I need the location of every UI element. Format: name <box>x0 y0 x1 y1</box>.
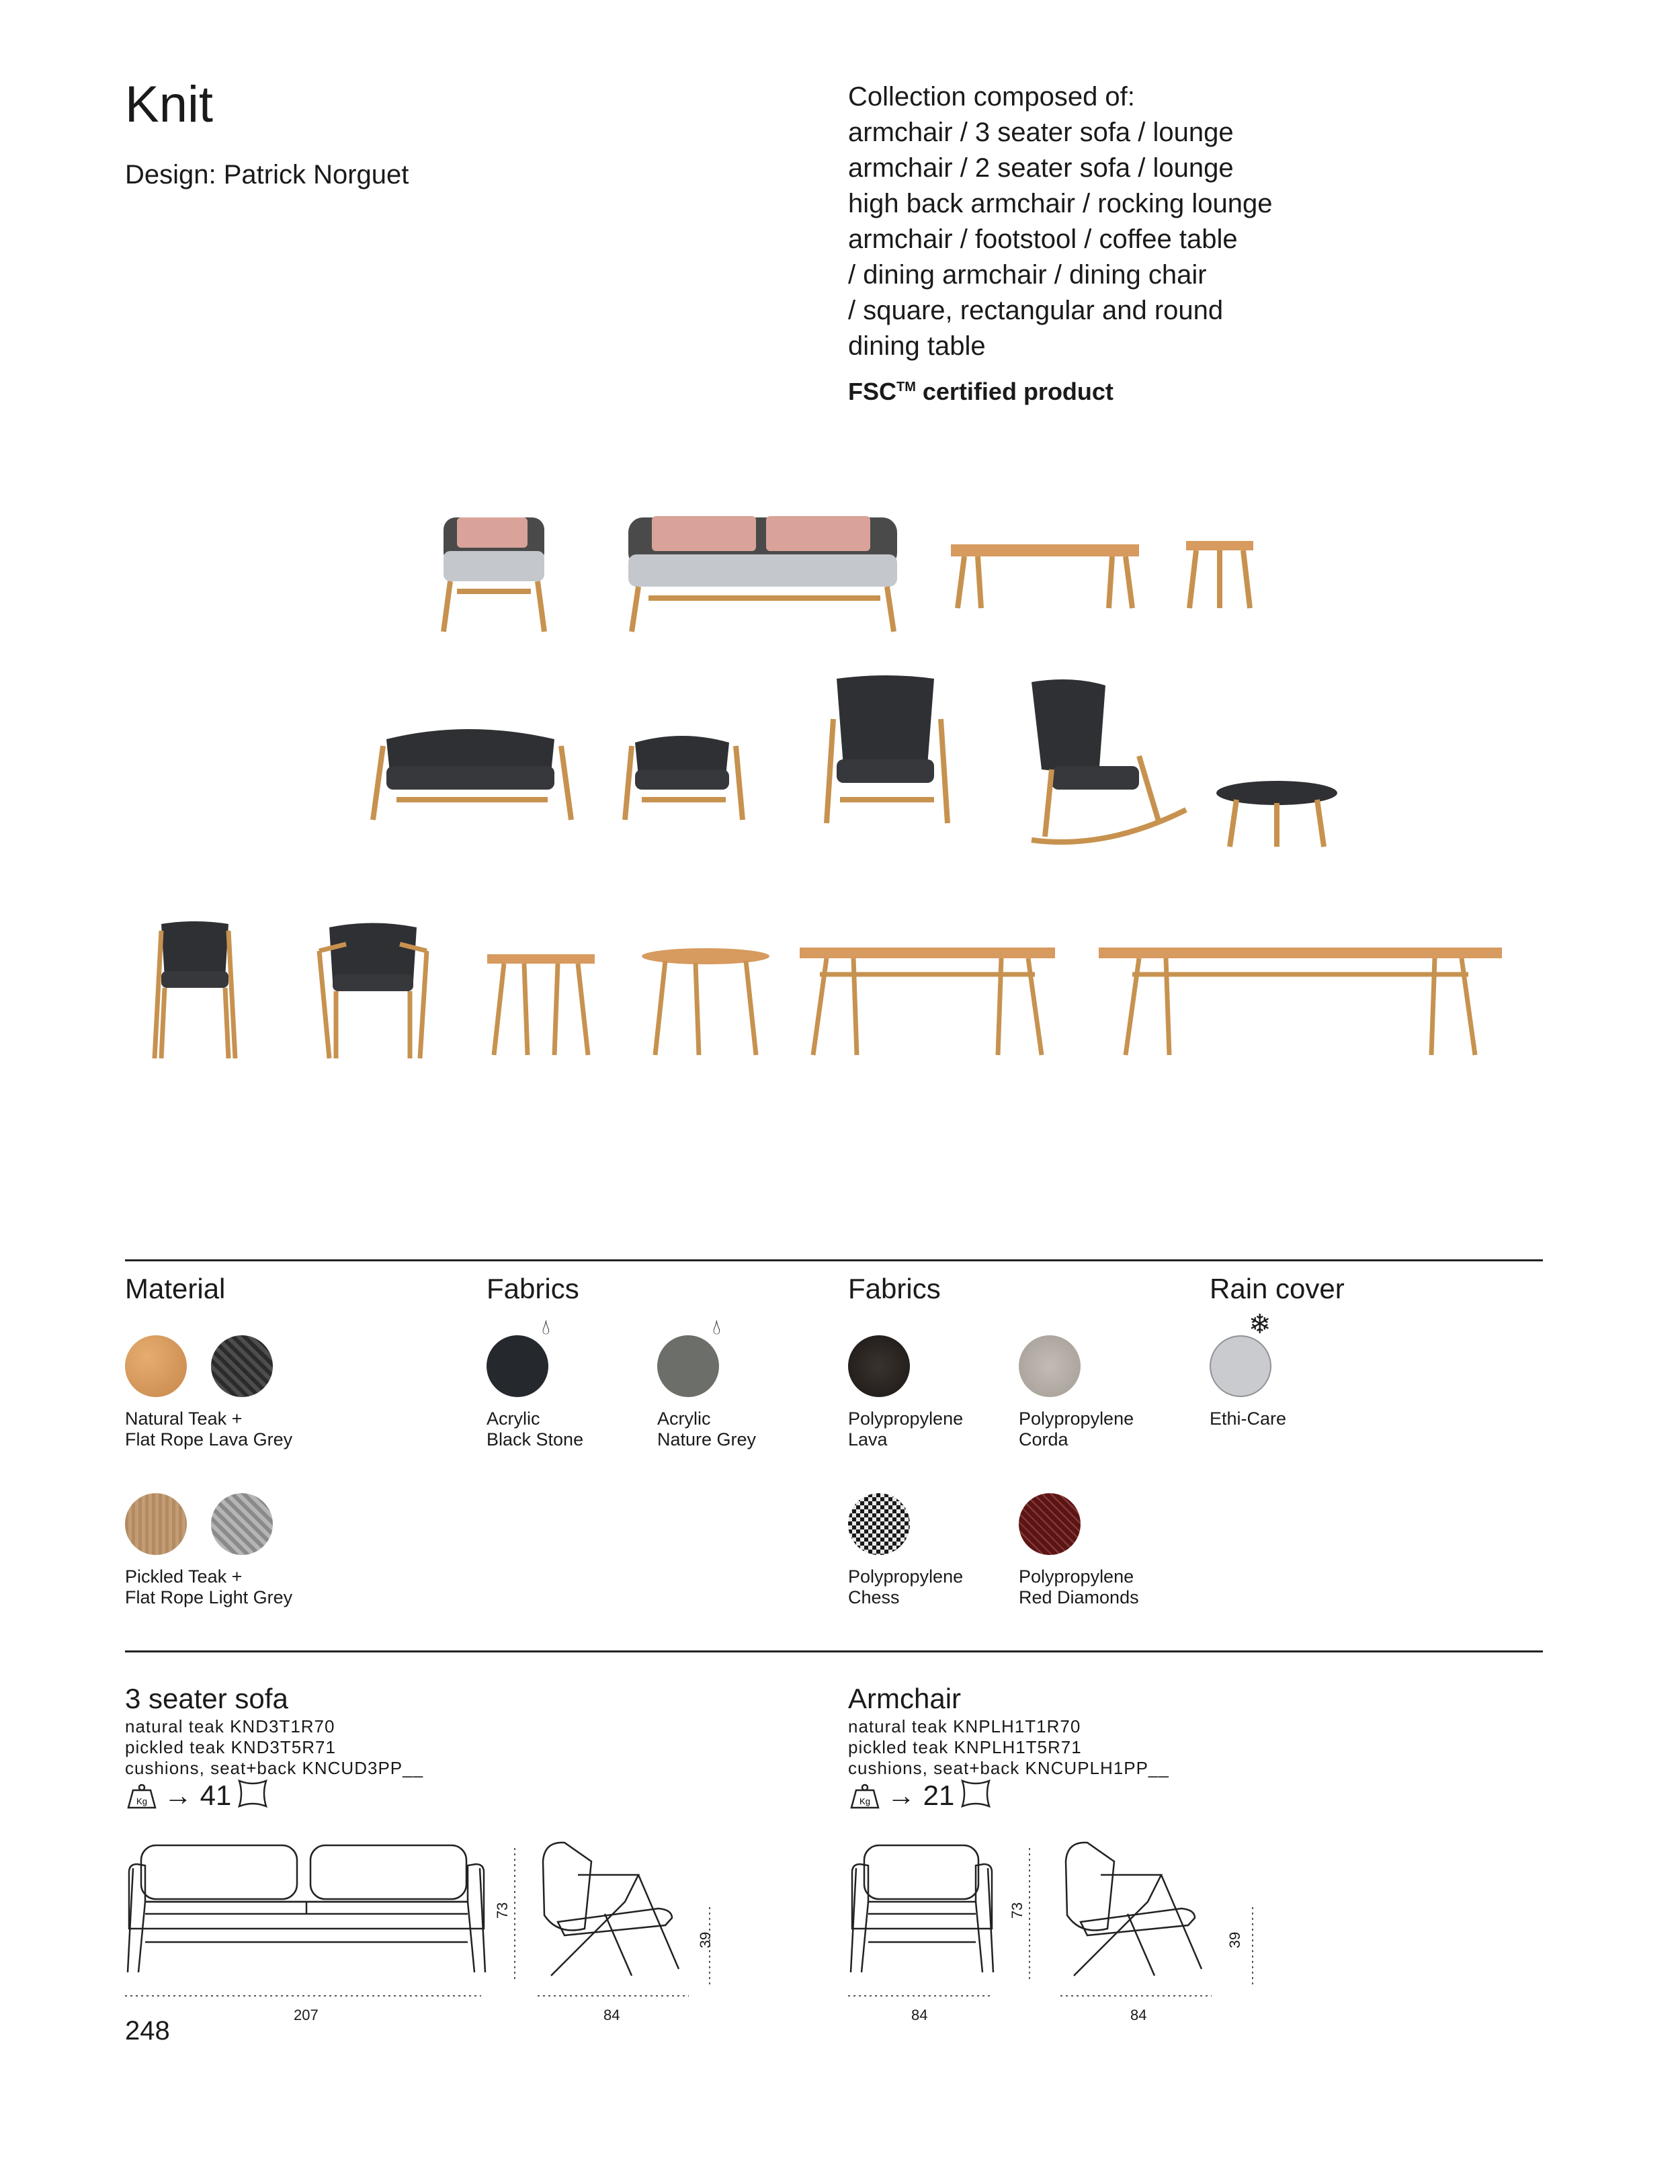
weight-icon <box>125 1782 159 1812</box>
page-title: Knit <box>125 76 213 133</box>
page-number: 248 <box>125 2016 170 2046</box>
product-code-line: pickled teak KND3T5R71 <box>125 1737 336 1757</box>
swatch-label: Ethi-Care <box>1210 1409 1287 1429</box>
armchair-front-drawing <box>848 1841 996 2003</box>
swatch-label: Acrylic Nature Grey <box>657 1409 757 1450</box>
collection-line: high back armchair / rocking lounge <box>848 189 1273 218</box>
dimension-depth: 84 <box>1130 2007 1147 2023</box>
natural-teak-swatch <box>125 1335 187 1397</box>
weight-icon <box>848 1782 882 1812</box>
dimension-height: 73 <box>494 1902 511 1919</box>
cushion-icon <box>960 1778 992 1809</box>
fabrics-heading: Fabrics <box>848 1273 941 1304</box>
dimension-line <box>511 1848 519 1982</box>
water-drop-icon: 💧︎ <box>712 1314 721 1339</box>
packaging-quantity: → 41 <box>164 1779 232 1811</box>
collection-line: dining table <box>848 331 986 361</box>
ethi-care-swatch <box>1210 1335 1271 1397</box>
armchair-side-drawing <box>1060 1835 1222 1989</box>
section-divider <box>125 1650 1543 1652</box>
dining-armchair-image <box>319 923 427 1059</box>
svg-text:Kg: Kg <box>136 1796 147 1806</box>
sofa-side-drawing <box>538 1835 699 1989</box>
swatch-label: Polypropylene Lava <box>848 1409 964 1450</box>
pickled-teak-swatch <box>125 1493 187 1555</box>
footstool-image <box>1216 781 1337 847</box>
product-code-line: cushions, seat+back KNCUPLH1PP__ <box>848 1758 1169 1778</box>
designer-credit: Design: Patrick Norguet <box>125 160 409 190</box>
dining-chair-image <box>155 921 235 1058</box>
two-seater-sofa-image <box>373 729 571 820</box>
light-grey-rope-swatch <box>211 1493 273 1555</box>
corda-swatch <box>1019 1335 1081 1397</box>
product-gallery <box>134 457 1546 1089</box>
collection-line: / square, rectangular and round <box>848 296 1224 325</box>
chess-swatch <box>848 1493 910 1555</box>
side-table-image <box>1186 541 1253 608</box>
product-name: Armchair <box>848 1683 962 1714</box>
collection-description <box>848 79 1359 364</box>
collection-line: armchair / 2 seater sofa / lounge <box>848 153 1234 183</box>
collection-line: Collection composed of: <box>848 82 1135 112</box>
dimension-line <box>1025 1848 1034 1982</box>
black-stone-swatch <box>487 1335 548 1397</box>
product-code-line: natural teak KND3T1R70 <box>125 1716 335 1736</box>
swatch-label: Acrylic Black Stone <box>487 1409 584 1450</box>
collection-line: / dining armchair / dining chair <box>848 260 1207 290</box>
dimension-height: 73 <box>1009 1902 1026 1919</box>
section-divider <box>125 1259 1543 1261</box>
product-code-line: cushions, seat+back KNCUD3PP__ <box>125 1758 424 1778</box>
high-back-armchair-image <box>827 675 948 823</box>
dimension-line <box>1060 1992 1215 2000</box>
fsc-certification: FSC™ certified product <box>848 378 1114 405</box>
dimension-width: 84 <box>911 2007 928 2023</box>
square-dining-table-image <box>487 954 595 1055</box>
packaging-quantity: → 21 <box>887 1779 955 1811</box>
product-code-line: natural teak KNPLH1T1R70 <box>848 1716 1081 1736</box>
dimension-seat-height: 39 <box>697 1931 714 1949</box>
rectangular-dining-table-image <box>800 948 1055 1055</box>
rocking-lounge-armchair-image <box>1032 679 1186 842</box>
dimension-line <box>538 1992 692 2000</box>
sofa-front-drawing <box>125 1841 488 2003</box>
dimension-seat-height: 39 <box>1226 1931 1244 1949</box>
swatch-label: Polypropylene Chess <box>848 1566 964 1607</box>
swatch-label: Polypropylene Red Diamonds <box>1019 1566 1139 1607</box>
water-drop-icon: 💧︎ <box>542 1314 550 1339</box>
product-code-line: pickled teak KNPLH1T5R71 <box>848 1737 1082 1757</box>
rain-cover-heading: Rain cover <box>1210 1273 1345 1304</box>
lava-swatch <box>848 1335 910 1397</box>
product-name: 3 seater sofa <box>125 1683 288 1714</box>
collection-line: armchair / footstool / coffee table <box>848 224 1238 254</box>
fabrics-heading: Fabrics <box>487 1273 579 1304</box>
dimension-width: 207 <box>294 2007 319 2023</box>
swatch-label: Polypropylene Corda <box>1019 1409 1134 1450</box>
material-heading: Material <box>125 1273 226 1304</box>
swatch-label: Pickled Teak + Flat Rope Light Grey <box>125 1566 293 1607</box>
dimension-line <box>125 1992 488 2000</box>
snowflake-icon: ❄︎ <box>1249 1310 1271 1339</box>
red-diamonds-swatch <box>1019 1493 1081 1555</box>
svg-text:Kg: Kg <box>859 1796 870 1806</box>
coffee-table-image <box>951 544 1139 608</box>
dining-lounge-armchair-image <box>625 736 743 820</box>
collection-line: armchair / 3 seater sofa / lounge <box>848 118 1234 147</box>
dimension-line <box>1249 1907 1257 1988</box>
large-rectangular-dining-table-image <box>1099 948 1502 1055</box>
lounge-armchair-image <box>444 517 544 632</box>
dimension-line <box>848 1992 996 2000</box>
dimension-depth: 84 <box>603 2007 620 2023</box>
cushion-icon <box>237 1778 269 1809</box>
round-dining-table-image <box>642 948 769 1055</box>
lava-grey-rope-swatch <box>211 1335 273 1397</box>
nature-grey-swatch <box>657 1335 719 1397</box>
three-seater-sofa-image <box>628 516 897 632</box>
swatch-label: Natural Teak + Flat Rope Lava Grey <box>125 1409 293 1450</box>
